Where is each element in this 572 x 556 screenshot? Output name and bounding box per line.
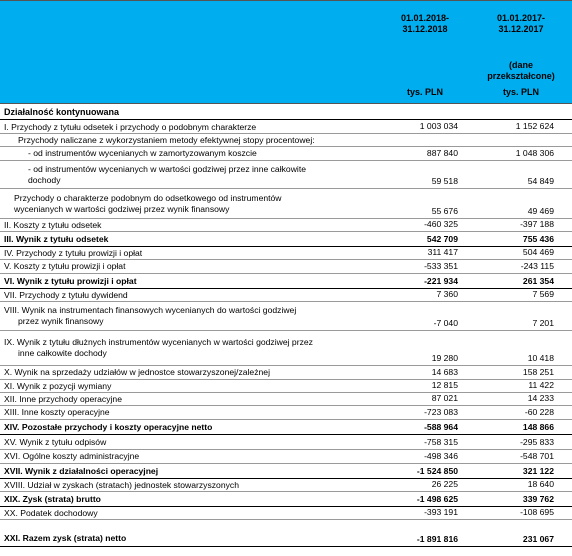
row-divider: [0, 546, 572, 547]
restated-note-line1: (dane: [508, 60, 533, 70]
value-2017: 18 640: [527, 479, 554, 490]
value-2018: -1 498 625: [416, 494, 458, 505]
row-label: [28, 161, 306, 188]
restated-note: [476, 60, 566, 82]
row-label-line: wycenianych w wartości godziwej przez wynik finansowy: [14, 203, 230, 214]
row-label-line: XXI. Razem zysk (strata) netto: [4, 532, 127, 543]
row-label: [14, 189, 282, 218]
statement-row: [0, 147, 572, 160]
statement-row: [0, 247, 572, 259]
period-2017-start: 01.01.2017-: [496, 13, 546, 23]
row-label-line: VI. Wynik z tytułu prowizji i opłat: [4, 275, 137, 286]
statement-row: [0, 260, 572, 273]
value-2018: 542 709: [426, 234, 458, 245]
row-label-line: VIII. Wynik na instrumentach finansowych wycenianych do wartości godziwej: [4, 305, 297, 316]
value-2018: 1 003 034: [419, 121, 458, 132]
value-2018: 887 840: [426, 148, 458, 159]
statement-row: [0, 289, 572, 301]
row-label: [4, 302, 296, 330]
row-label: [4, 247, 142, 259]
row-label-line: I. Przychody z tytułu odsetek i przychody o podobnym charakterze: [4, 121, 257, 132]
row-label-line: XX. Podatek dochodowy: [4, 507, 98, 518]
period-2017-end: 31.12.2017: [498, 24, 544, 34]
statement-row: [0, 380, 572, 392]
row-label: [4, 393, 122, 405]
row-label: [4, 450, 139, 463]
row-label: [4, 331, 313, 365]
row-label: [4, 507, 98, 519]
statement-row: [0, 134, 572, 146]
row-label: [4, 464, 158, 478]
value-2018: 87 021: [431, 393, 458, 404]
row-label-line: V. Koszty z tytułu prowizji i opłat: [4, 261, 126, 272]
row-label-line: XVII. Wynik z działalności operacyjnej: [4, 465, 159, 476]
value-2017: -108 695: [520, 507, 554, 518]
statement-row: [0, 302, 572, 330]
row-label-line: Przychody naliczane z wykorzystaniem metody efektywnej stopy procentowej:: [18, 134, 315, 145]
statement-row: [0, 464, 572, 478]
row-label-line: II. Koszty z tytułu odsetek: [4, 219, 102, 230]
row-label-line: XIV. Pozostałe przychody i koszty operacyjne netto: [4, 421, 213, 432]
value-2018: -460 325: [424, 219, 458, 230]
value-2018: 59 518: [431, 176, 458, 187]
row-label: [4, 530, 126, 546]
row-label: [4, 406, 110, 419]
value-2018: -1 891 816: [416, 534, 458, 545]
row-label-line: VII. Przychody z tytułu dywidend: [4, 289, 128, 300]
value-2017: 339 762: [522, 494, 554, 505]
value-2018: -1 524 850: [416, 466, 458, 477]
statement-row: [0, 530, 572, 546]
row-label-line: XVIII. Udział w zyskach (stratach) jednostek stowarzyszonych: [4, 479, 239, 490]
value-2017: 755 436: [522, 234, 554, 245]
statement-row: [0, 450, 572, 463]
value-2018: -7 040: [433, 318, 458, 329]
header-band: [0, 0, 572, 104]
restated-note-line2: przekształcone): [487, 71, 555, 81]
statement-row: [0, 274, 572, 288]
row-label: [4, 232, 108, 246]
statement-row: [0, 331, 572, 365]
row-label-line: III. Wynik z tytułu odsetek: [4, 233, 109, 244]
row-label-line: IV. Przychody z tytułu prowizji i opłat: [4, 247, 143, 258]
statement-row: [0, 189, 572, 218]
row-label-line: XII. Inne przychody operacyjne: [4, 393, 122, 404]
value-2017: 231 067: [522, 534, 554, 545]
value-2017: -548 701: [520, 451, 554, 462]
value-2017: 11 422: [528, 380, 554, 391]
value-2017: 1 048 306: [515, 148, 554, 159]
value-2017: 7 569: [532, 289, 554, 300]
row-label-line: XIX. Zysk (strata) brutto: [4, 493, 101, 504]
value-2017: 49 469: [527, 206, 554, 217]
statement-row: [0, 406, 572, 419]
value-2017: -243 115: [520, 261, 554, 272]
value-2017: 158 251: [522, 367, 554, 378]
statement-row: [0, 366, 572, 379]
statement-row: [0, 507, 572, 519]
value-2017: 14 233: [527, 393, 554, 404]
row-label: [4, 479, 239, 491]
row-label-line: inne całkowite dochody: [18, 348, 107, 358]
row-label: [4, 289, 128, 301]
statement-row: [0, 420, 572, 434]
value-2017: 10 418: [527, 353, 554, 364]
value-2018: 55 676: [431, 206, 458, 217]
row-label-line: IX. Wynik z tytułu dłużnych instrumentów wycenianych w wartości godziwej przez: [4, 337, 313, 348]
row-label: [4, 274, 137, 288]
value-2017: 7 201: [532, 318, 554, 329]
row-label-line: XV. Wynik z tytułu odpisów: [4, 436, 107, 447]
value-2017: 148 866: [522, 422, 554, 433]
row-label: [4, 260, 125, 273]
row-label: [4, 435, 106, 449]
row-label-line: Przychody o charakterze podobnym do odsetkowego od instrumentów: [14, 192, 282, 203]
value-2018: -221 934: [424, 276, 458, 287]
statement-row: [0, 435, 572, 449]
row-label: [4, 420, 212, 434]
section-divider: [0, 119, 572, 120]
value-2018: 14 683: [431, 367, 458, 378]
row-label-line: - od instrumentów wycenianych w zamortyzowanym koszcie: [28, 148, 257, 159]
row-divider: [0, 519, 572, 520]
value-2018: -533 351: [424, 261, 458, 272]
value-2018: -723 083: [424, 407, 458, 418]
row-label: [4, 219, 101, 231]
value-2017: 321 122: [522, 466, 554, 477]
row-label: [4, 380, 111, 392]
value-2018: 7 360: [436, 289, 458, 300]
statement-row: [0, 161, 572, 188]
row-label-line: XVI. Ogólne koszty administracyjne: [4, 451, 140, 462]
row-label: [4, 366, 270, 379]
value-2017: 54 849: [527, 176, 554, 187]
row-label: [4, 492, 101, 506]
value-2018: -498 346: [424, 451, 458, 462]
value-2018: 311 417: [427, 247, 458, 258]
value-2017: -295 833: [520, 437, 554, 448]
value-2018: 26 225: [431, 479, 458, 490]
value-2017: 261 354: [522, 276, 554, 287]
statement-row: [0, 492, 572, 506]
statement-row: [0, 479, 572, 491]
value-2017: -60 228: [524, 407, 554, 418]
value-2017: -397 188: [520, 219, 554, 230]
statement-row: [0, 219, 572, 231]
period-2018-start: 01.01.2018-: [400, 13, 450, 23]
value-2018: 12 815: [431, 380, 458, 391]
row-label: [18, 134, 315, 146]
period-2018-end: 31.12.2018: [402, 24, 448, 34]
row-label-line: dochody: [28, 174, 61, 185]
row-label: [4, 121, 256, 133]
period-2018-header: [380, 13, 470, 35]
value-2018: -588 964: [424, 422, 458, 433]
unit-label-2018: tys. PLN: [406, 87, 443, 97]
section-title: Działalność kontynuowana: [4, 107, 120, 117]
row-label-line: przez wynik finansowy: [18, 316, 104, 326]
statement-row: [0, 393, 572, 405]
row-label-line: XI. Wynik z pozycji wymiany: [4, 380, 112, 391]
value-2018: -758 315: [424, 437, 458, 448]
row-label-line: X. Wynik na sprzedaży udziałów w jednostce stowarzyszonej/zależnej: [4, 367, 270, 378]
statement-row: [0, 232, 572, 246]
unit-label-2017: tys. PLN: [502, 87, 539, 97]
row-label: [28, 147, 257, 160]
value-2017: 1 152 624: [515, 121, 554, 132]
period-2017-header: [476, 13, 566, 35]
statement-row: [0, 121, 572, 133]
row-label-line: XIII. Inne koszty operacyjne: [4, 407, 110, 418]
value-2017: 504 469: [522, 247, 554, 258]
value-2018: -393 191: [424, 507, 458, 518]
row-label-line: - od instrumentów wycenianych w wartości godziwej przez inne całkowite: [28, 163, 306, 174]
value-2018: 19 280: [431, 353, 458, 364]
